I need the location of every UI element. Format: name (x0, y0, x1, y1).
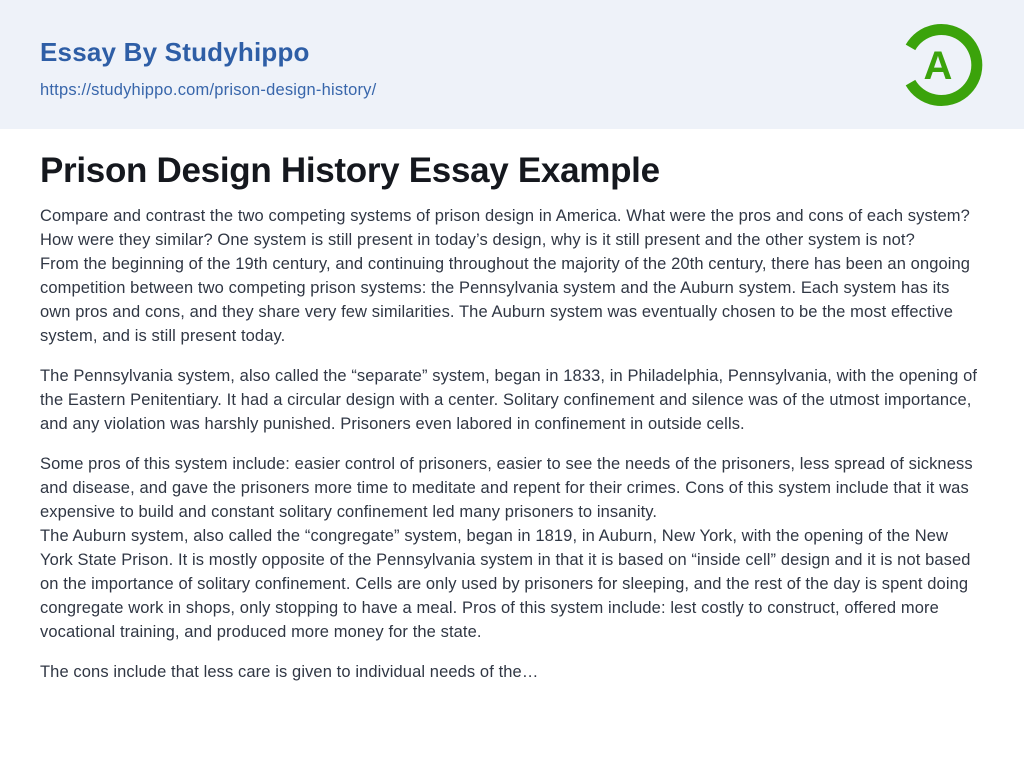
site-title: Essay By Studyhippo (40, 37, 310, 68)
essay-paragraph: From the beginning of the 19th century, and continuing throughout the majority of the 20th century, there has been an ongoing competition between two competing prison systems: the Pennsylvania system and the Auburn system. Each system has its own pros and cons, and they share very few similarities. The Auburn system was eventually chosen to be the most effective system, and is still present today. (40, 255, 971, 346)
essay-paragraph: Some pros of this system include: easier control of prisoners, easier to see the needs of the prisoners, less spread of sickness and disease, and gave the prisoners more time to meditate and repent for their crimes. Cons of this system include that it was expensive to build and constant solitary confinement led many prisoners to insanity. (40, 455, 973, 522)
page-url-link[interactable]: https://studyhippo.com/prison-design-history/ (40, 80, 377, 99)
essay-content (0, 129, 1024, 684)
logo-arc-icon (898, 22, 984, 108)
logo-letter: A (923, 43, 953, 88)
essay-body (40, 204, 984, 684)
essay-title: Prison Design History Essay Example (40, 151, 660, 190)
essay-paragraph: The Auburn system, also called the “congregate” system, began in 1819, in Auburn, New York, with the opening of the New York State Prison. It is mostly opposite of the Pennsylvania system in that it is based on “inside cell” design and it is not based on the importance of solitary confinement. Cells are only used by prisoners for sleeping, and the rest of the day is spent doing congregate work in shops, only stopping to have a meal. Pros of this system include: lest costly to construct, offered more vocational training, and produced more money for the state. (40, 527, 971, 642)
essay-paragraph: The cons include that less care is given to individual needs of the… (40, 663, 539, 682)
essay-paragraph: The Pennsylvania system, also called the “separate” system, began in 1833, in Philadelphia, Pennsylvania, with the opening of the Eastern Penitentiary. It had a circular design with a center. Solitary confinement and silence was of the utmost importance, and any violation was harshly punished. Prisoners even labored in confinement in outside cells. (40, 367, 978, 434)
studyhippo-logo-icon (898, 22, 984, 108)
site-header-text (40, 29, 376, 99)
essay-paragraph: Compare and contrast the two competing systems of prison design in America. What were the pros and cons of each system? How were they similar? One system is still present in today’s design, why is it still present and the other system is not? (40, 207, 970, 250)
site-header (0, 0, 1024, 129)
